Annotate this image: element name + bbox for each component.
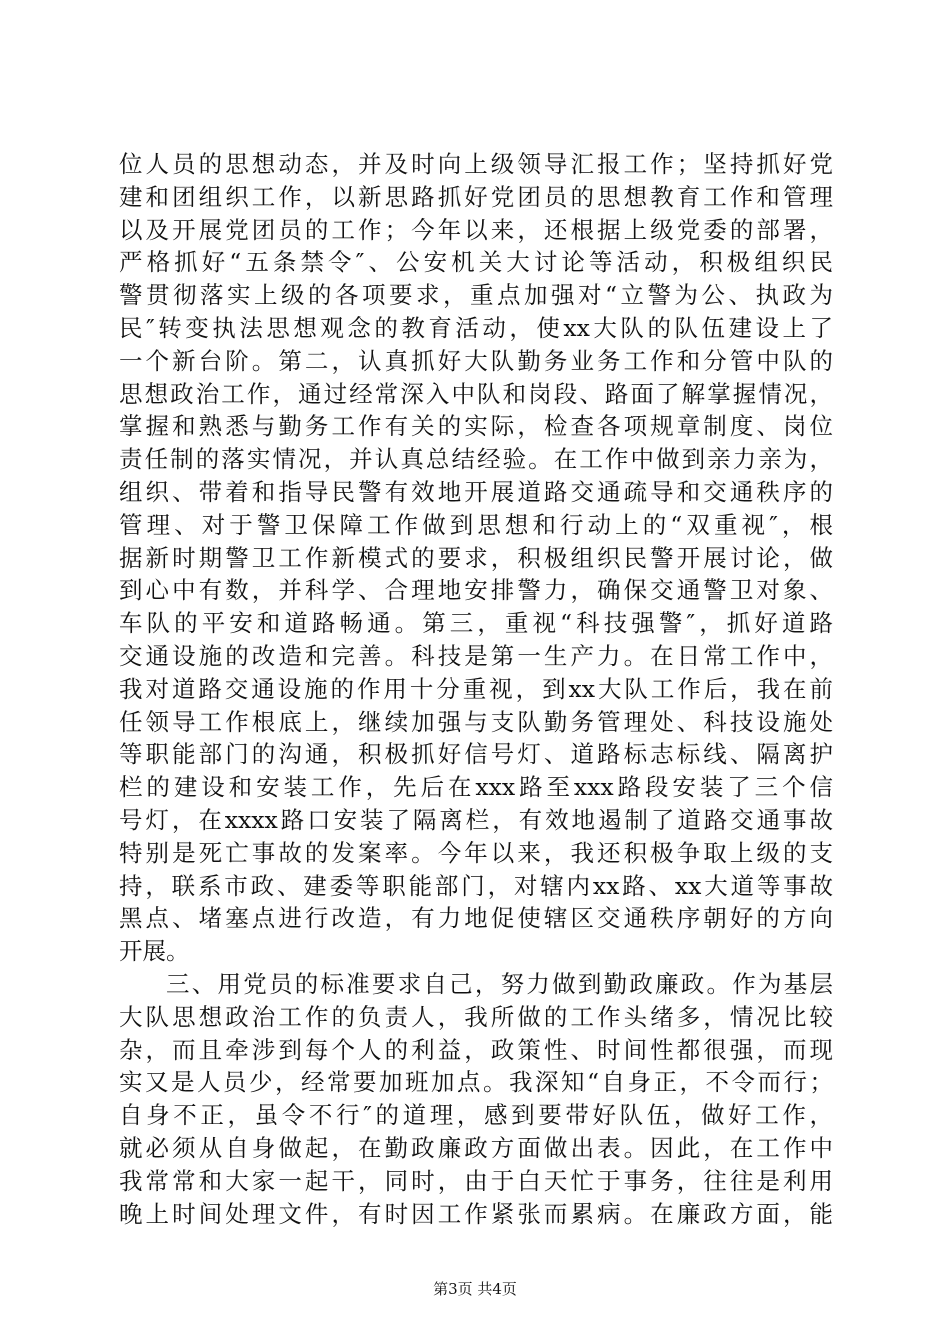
text-line: 等职能部门的沟通，积极抓好信号灯、道路标志标线、隔离护 <box>119 740 833 769</box>
text-line: 就必须从自身做起，在勤政廉政方面做出表。因此，在工作中 <box>119 1133 833 1162</box>
text-line: 民″转变执法思想观念的教育活动，使xx大队的队伍建设上了 <box>119 313 833 342</box>
text-line: 实又是人员少，经常要加班加点。我深知“自身正，不令而行； <box>119 1068 833 1097</box>
text-line: 号灯，在xxxx路口安装了隔离栏，有效地遏制了道路交通事故 <box>119 805 833 834</box>
text-line: 组织、带着和指导民警有效地开展道路交通疏导和交通秩序的 <box>119 477 833 506</box>
text-line: 建和团组织工作，以新思路抓好党团员的思想教育工作和管理 <box>119 182 833 211</box>
text-line: 一个新台阶。第二，认真抓好大队勤务业务工作和分管中队的 <box>119 346 833 375</box>
text-line: 据新时期警卫工作新模式的要求，积极组织民警开展讨论，做 <box>119 543 833 572</box>
text-line: 我常常和大家一起干，同时，由于白天忙于事务，往往是利用 <box>119 1166 833 1195</box>
text-line: 责任制的落实情况，并认真总结经验。在工作中做到亲力亲为， <box>119 445 833 474</box>
body-text <box>119 148 833 1230</box>
text-line: 掌握和熟悉与勤务工作有关的实际，检查各项规章制度、岗位 <box>119 412 833 441</box>
page-footer <box>0 1279 950 1299</box>
text-line: 到心中有数，并科学、合理地安排警力，确保交通警卫对象、 <box>119 576 833 605</box>
text-line: 警贯彻落实上级的各项要求，重点加强对“立警为公、执政为 <box>119 281 833 310</box>
text-line: 我对道路交通设施的作用十分重视，到xx大队工作后，我在前 <box>119 674 833 703</box>
text-line: 交通设施的改造和完善。科技是第一生产力。在日常工作中， <box>119 641 833 670</box>
text-line: 思想政治工作，通过经常深入中队和岗段、路面了解掌握情况， <box>119 379 833 408</box>
text-line: 杂，而且牵涉到每个人的利益，政策性、时间性都很强，而现 <box>119 1035 833 1064</box>
text-line: 开展。 <box>119 937 190 966</box>
text-line: 严格抓好“五条禁令″、公安机关大讨论等活动，积极组织民 <box>119 248 833 277</box>
text-line: 位人员的思想动态，并及时向上级领导汇报工作；坚持抓好党 <box>119 150 833 178</box>
text-line: 自身不正，虽令不行″的道理，感到要带好队伍，做好工作， <box>119 1101 833 1130</box>
text-line: 管理、对于警卫保障工作做到思想和行动上的“双重视″，根 <box>119 510 833 539</box>
text-line: 以及开展党团员的工作；今年以来，还根据上级党委的部署， <box>119 215 833 244</box>
paragraph-start-line: 三、用党员的标准要求自己，努力做到勤政廉政。作为基层 <box>166 969 833 998</box>
text-line: 任领导工作根底上，继续加强与支队勤务管理处、科技设施处 <box>119 707 833 736</box>
text-line: 栏的建设和安装工作，先后在xxx路至xxx路段安装了三个信 <box>119 773 833 802</box>
text-line: 大队思想政治工作的负责人，我所做的工作头绪多，情况比较 <box>119 1002 833 1031</box>
page-number: 第3页 共4页 <box>433 1280 517 1298</box>
text-line: 晚上时间处理文件，有时因工作紧张而累病。在廉政方面，能 <box>119 1199 833 1228</box>
text-line: 黑点、堵塞点进行改造，有力地促使辖区交通秩序朝好的方向 <box>119 904 833 933</box>
text-line: 车队的平安和道路畅通。第三，重视“科技强警″，抓好道路 <box>119 609 833 638</box>
text-line: 特别是死亡事故的发案率。今年以来，我还积极争取上级的支 <box>119 838 833 867</box>
text-line: 持，联系市政、建委等职能部门，对辖内xx路、xx大道等事故 <box>119 871 833 900</box>
